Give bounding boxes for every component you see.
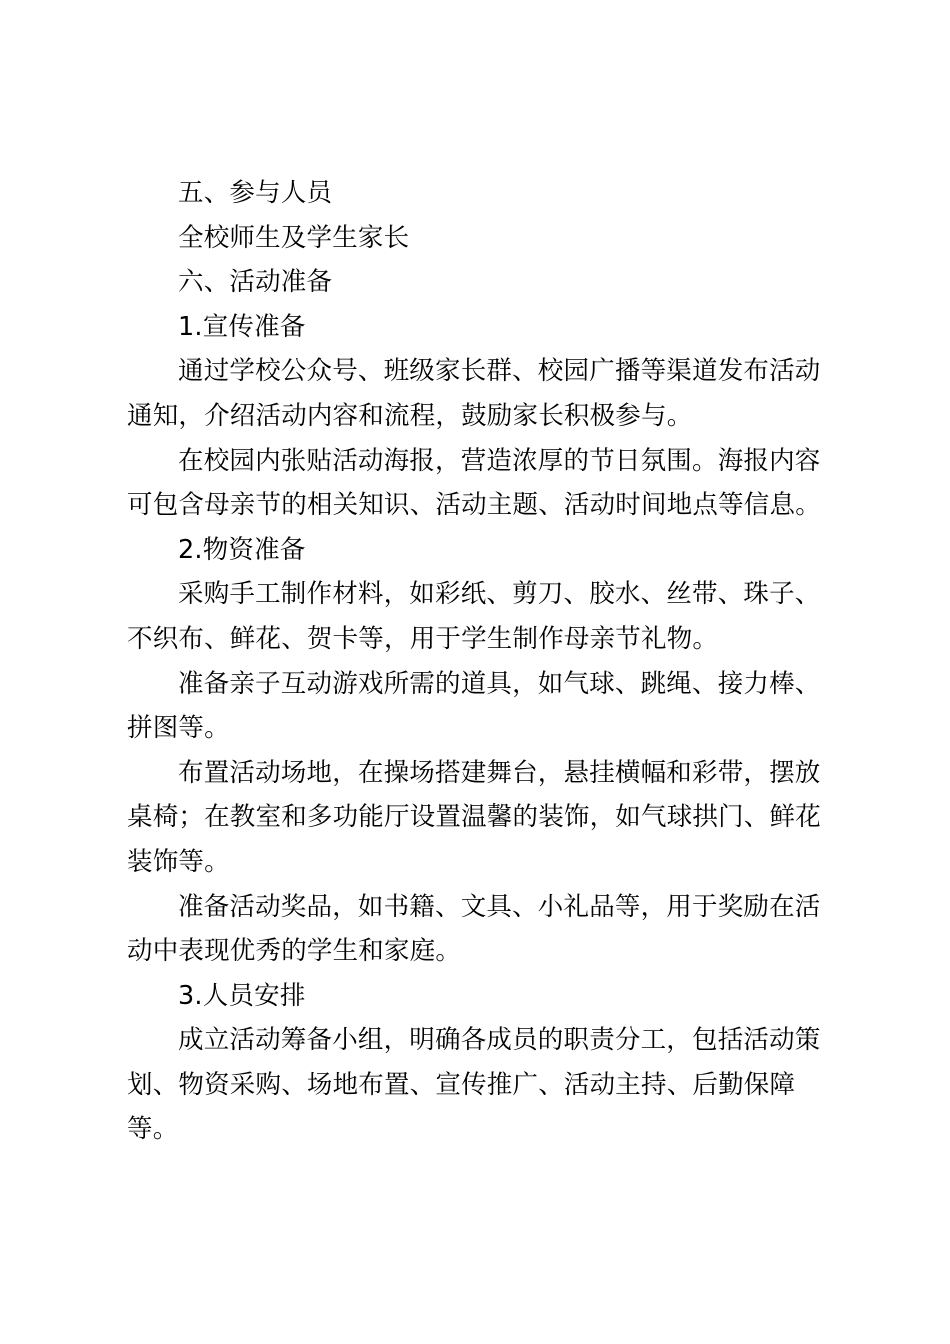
section-heading: 六、活动准备 [178, 267, 333, 298]
body-paragraph: 全校师生及学生家长 [178, 222, 410, 253]
subsection-heading: 1.宣传准备 [178, 311, 306, 342]
subsection-heading: 3.人员安排 [178, 980, 306, 1011]
body-paragraph: 采购手工制作材料，如彩纸、剪刀、胶水、丝带、珠子、不织布、鲜花、贺卡等，用于学生制作母亲节礼物。 [127, 579, 821, 654]
subsection-heading: 2.物资准备 [178, 534, 306, 565]
section-heading: 五、参与人员 [178, 178, 333, 208]
body-paragraph: 通过学校公众号、班级家长群、校园广播等渠道发布活动通知，介绍活动内容和流程，鼓励家长积极参与。 [127, 356, 821, 431]
body-paragraph: 在校园内张贴活动海报，营造浓厚的节日氛围。海报内容可包含母亲节的相关知识、活动主题、活动时间地点等信息。 [127, 445, 821, 521]
body-paragraph: 布置活动场地，在操场搭建舞台，悬挂横幅和彩带，摆放桌椅；在教室和多功能厅设置温馨的装饰，如气球拱门、鲜花装饰等。 [127, 757, 821, 877]
body-paragraph: 准备活动奖品，如书籍、文具、小礼品等，用于奖励在活动中表现优秀的学生和家庭。 [127, 891, 821, 967]
body-paragraph: 准备亲子互动游戏所需的道具，如气球、跳绳、接力棒、拼图等。 [127, 668, 821, 744]
document-body [127, 171, 835, 1152]
body-paragraph: 成立活动筹备小组，明确各成员的职责分工，包括活动策划、物资采购、场地布置、宣传推广、活动主持、后勤保障等。 [127, 1025, 821, 1145]
